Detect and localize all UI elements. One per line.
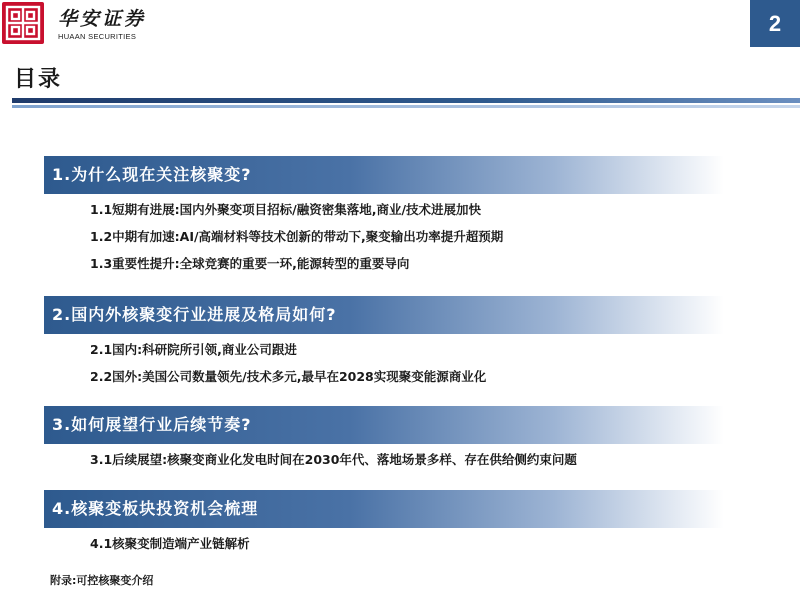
toc-sub-item[interactable]: 1.2中期有加速:AI/高端材料等技术创新的带动下,聚变输出功率提升超预期 (90, 229, 504, 244)
toc-sub-item[interactable]: 4.1核聚变制造端产业链解析 (90, 536, 250, 551)
sub-item-list (44, 196, 800, 277)
section-header[interactable] (44, 296, 724, 334)
section-header[interactable] (44, 406, 724, 444)
section-heading: 2.国内外核聚变行业进展及格局如何? (52, 305, 337, 324)
toc-section-3 (44, 406, 800, 473)
section-header[interactable] (44, 490, 724, 528)
sub-item-list (44, 446, 800, 473)
sub-item-list (44, 530, 800, 557)
page-title: 目录 (14, 67, 63, 92)
section-heading: 3.如何展望行业后续节奏? (52, 415, 252, 434)
title-divider (12, 98, 800, 103)
huaan-logo-icon (2, 2, 44, 44)
toc-sub-item[interactable]: 1.1短期有进展:国内外聚变项目招标/融资密集落地,商业/技术进展加快 (90, 202, 482, 217)
logo-text-en: HUAAN SECURITIES (58, 32, 137, 41)
page-number-badge: 2 (750, 0, 800, 47)
section-header[interactable] (44, 156, 724, 194)
appendix-note[interactable]: 附录:可控核聚变介绍 (50, 574, 154, 587)
section-heading: 1.为什么现在关注核聚变? (52, 165, 252, 184)
toc-sub-item[interactable]: 1.3重要性提升:全球竞赛的重要一环,能源转型的重要导向 (90, 256, 410, 271)
toc-section-1 (44, 156, 800, 277)
toc-section-4 (44, 490, 800, 557)
sub-item-list (44, 336, 800, 390)
toc-sub-item[interactable]: 2.1国内:科研院所引领,商业公司跟进 (90, 342, 297, 357)
logo-text-cn: 华安证券 (58, 8, 147, 30)
toc-sub-item[interactable]: 2.2国外:美国公司数量领先/技术多元,最早在2028实现聚变能源商业化 (90, 369, 487, 384)
toc-sub-item[interactable]: 3.1后续展望:核聚变商业化发电时间在2030年代、落地场景多样、存在供给侧约束问题 (90, 452, 577, 467)
company-logo (0, 0, 160, 48)
section-heading: 4.核聚变板块投资机会梳理 (52, 499, 259, 518)
title-divider-light (12, 105, 800, 108)
toc-section-2 (44, 296, 800, 390)
